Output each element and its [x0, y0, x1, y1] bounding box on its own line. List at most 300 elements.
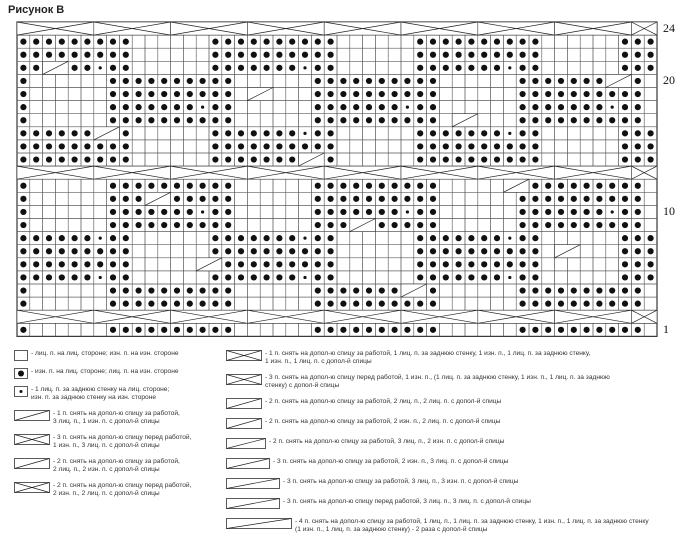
purl-dot	[276, 248, 282, 254]
purl-dot	[340, 91, 346, 97]
purl-dot	[430, 209, 436, 215]
purl-dot	[584, 91, 590, 97]
twisted-dot	[303, 276, 306, 279]
purl-dot	[430, 274, 436, 280]
purl-dot	[635, 222, 641, 228]
legend-text: - 1 п. снять на допол-ю спицу за работой, 3 лиц. п., 1 изн. п. с допол-й спицы	[53, 410, 180, 426]
purl-dot	[225, 327, 231, 333]
purl-dot	[635, 287, 641, 293]
purl-dot	[596, 222, 602, 228]
purl-dot	[251, 274, 257, 280]
purl-dot	[33, 156, 39, 162]
purl-dot	[238, 39, 244, 45]
purl-dot	[430, 104, 436, 110]
purl-dot	[353, 287, 359, 293]
purl-dot	[315, 235, 321, 241]
purl-dot	[174, 209, 180, 215]
purl-dot	[315, 65, 321, 71]
purl-dot	[481, 235, 487, 241]
purl-dot	[20, 91, 26, 97]
purl-dot	[20, 39, 26, 45]
purl-dot	[72, 235, 78, 241]
purl-dot	[225, 65, 231, 71]
purl-dot	[532, 261, 538, 267]
purl-dot	[110, 274, 116, 280]
purl-dot	[468, 156, 474, 162]
purl-dot	[584, 301, 590, 307]
purl-dot	[225, 78, 231, 84]
purl-dot	[123, 235, 129, 241]
purl-dot	[468, 248, 474, 254]
legend-text: - 3 п. снять на допол-ю спицу перед работой, 1 изн. п., (1 лиц. п. за заднюю стенку, 1 изн. п., 1 лиц. п. за заднюю стенку) с допол-й спицы	[265, 374, 610, 390]
purl-dot	[635, 78, 641, 84]
purl-dot	[59, 130, 65, 136]
purl-dot	[289, 52, 295, 58]
purl-dot	[379, 196, 385, 202]
purl-dot	[20, 301, 26, 307]
purl-dot	[494, 52, 500, 58]
twisted-dot	[99, 66, 102, 69]
purl-dot	[264, 52, 270, 58]
purl-dot	[609, 301, 615, 307]
purl-dot	[622, 65, 628, 71]
purl-dot	[532, 248, 538, 254]
purl-dot	[161, 78, 167, 84]
purl-dot	[545, 222, 551, 228]
purl-dot	[328, 91, 334, 97]
purl-dot	[558, 117, 564, 123]
purl-dot	[379, 287, 385, 293]
purl-dot	[20, 52, 26, 58]
purl-dot	[609, 222, 615, 228]
purl-dot	[622, 261, 628, 267]
purl-dot	[596, 78, 602, 84]
purl-dot	[366, 78, 372, 84]
purl-dot	[97, 248, 103, 254]
purl-dot	[84, 248, 90, 254]
purl-dot	[187, 222, 193, 228]
legend-text: - 2 п. снять на допол-ю спицу за работой, 2 изн. п., 2 лиц. п. с допол-й спицы	[265, 418, 501, 425]
twisted-dot	[201, 210, 204, 213]
purl-dot	[20, 78, 26, 84]
purl-dot	[456, 235, 462, 241]
purl-dot	[289, 39, 295, 45]
purl-dot	[481, 143, 487, 149]
purl-dot	[123, 65, 129, 71]
purl-dot	[353, 104, 359, 110]
purl-dot	[328, 143, 334, 149]
purl-dot	[379, 91, 385, 97]
purl-dot	[59, 39, 65, 45]
purl-dot	[520, 104, 526, 110]
purl-dot	[366, 183, 372, 189]
purl-dot	[251, 235, 257, 241]
purl-dot	[200, 287, 206, 293]
purl-dot	[174, 117, 180, 123]
purl-dot	[430, 287, 436, 293]
purl-dot	[187, 117, 193, 123]
purl-dot	[417, 91, 423, 97]
purl-dot	[340, 104, 346, 110]
purl-dot	[315, 91, 321, 97]
legend-symbol	[226, 418, 262, 429]
purl-dot	[379, 117, 385, 123]
purl-dot	[609, 91, 615, 97]
purl-dot	[315, 52, 321, 58]
purl-dot	[596, 327, 602, 333]
purl-dot	[417, 327, 423, 333]
purl-dot	[635, 65, 641, 71]
purl-dot	[571, 78, 577, 84]
purl-dot	[494, 156, 500, 162]
twisted-dot	[303, 237, 306, 240]
legend-item	[14, 386, 169, 403]
purl-dot	[571, 91, 577, 97]
purl-dot	[571, 183, 577, 189]
purl-dot	[187, 104, 193, 110]
purl-dot	[276, 65, 282, 71]
purl-dot	[187, 287, 193, 293]
purl-dot	[251, 143, 257, 149]
purl-dot	[148, 287, 154, 293]
purl-dot	[520, 130, 526, 136]
purl-dot	[276, 274, 282, 280]
twisted-dot	[99, 276, 102, 279]
purl-dot	[161, 287, 167, 293]
legend-item	[14, 368, 179, 379]
purl-dot	[430, 222, 436, 228]
purl-dot	[123, 143, 129, 149]
legend-item	[226, 350, 590, 367]
purl-dot	[84, 235, 90, 241]
purl-dot	[558, 222, 564, 228]
legend-item	[226, 374, 610, 391]
purl-dot	[328, 327, 334, 333]
purl-dot	[443, 65, 449, 71]
purl-dot	[635, 301, 641, 307]
purl-dot	[456, 39, 462, 45]
purl-dot	[315, 261, 321, 267]
legend-item	[226, 518, 649, 535]
purl-dot	[520, 235, 526, 241]
purl-dot	[404, 183, 410, 189]
purl-dot	[174, 183, 180, 189]
purl-dot	[59, 235, 65, 241]
purl-dot	[328, 39, 334, 45]
legend-item	[14, 458, 180, 475]
purl-dot	[187, 209, 193, 215]
purl-dot	[456, 143, 462, 149]
twisted-dot	[303, 132, 306, 135]
purl-dot	[20, 143, 26, 149]
legend-item	[226, 478, 518, 489]
purl-dot	[545, 91, 551, 97]
purl-dot	[417, 274, 423, 280]
legend-item	[226, 438, 504, 449]
purl-dot	[481, 248, 487, 254]
purl-dot	[584, 78, 590, 84]
purl-dot	[443, 235, 449, 241]
purl-dot	[187, 78, 193, 84]
purl-dot	[558, 209, 564, 215]
purl-dot	[430, 261, 436, 267]
purl-dot	[430, 117, 436, 123]
purl-dot	[584, 222, 590, 228]
purl-dot	[648, 143, 654, 149]
purl-dot	[507, 248, 513, 254]
purl-dot	[225, 183, 231, 189]
purl-dot	[123, 52, 129, 58]
purl-dot	[97, 156, 103, 162]
purl-dot	[72, 261, 78, 267]
purl-dot	[84, 52, 90, 58]
purl-dot	[20, 248, 26, 254]
purl-dot	[520, 248, 526, 254]
purl-dot	[392, 104, 398, 110]
legend-symbol	[226, 498, 280, 509]
legend-text: - 3 п. снять на допол-ю спицу перед работой, 3 лиц. п., 3 лиц. п. с допол-й спицы	[283, 498, 531, 505]
purl-dot	[161, 209, 167, 215]
purl-dot	[225, 222, 231, 228]
purl-dot	[443, 52, 449, 58]
purl-dot	[520, 91, 526, 97]
purl-dot	[392, 78, 398, 84]
purl-dot	[200, 327, 206, 333]
purl-dot	[289, 261, 295, 267]
purl-dot	[200, 78, 206, 84]
purl-dot	[20, 209, 26, 215]
purl-dot	[161, 117, 167, 123]
purl-dot	[622, 196, 628, 202]
purl-dot	[251, 248, 257, 254]
purl-dot	[417, 39, 423, 45]
purl-dot	[212, 222, 218, 228]
purl-dot	[571, 104, 577, 110]
purl-dot	[596, 209, 602, 215]
purl-dot	[379, 327, 385, 333]
purl-dot	[635, 143, 641, 149]
purl-dot	[123, 130, 129, 136]
purl-dot	[302, 39, 308, 45]
purl-dot	[340, 301, 346, 307]
purl-dot	[123, 209, 129, 215]
purl-dot	[417, 117, 423, 123]
purl-dot	[404, 196, 410, 202]
purl-dot	[84, 261, 90, 267]
purl-dot	[430, 156, 436, 162]
purl-dot	[635, 156, 641, 162]
purl-dot	[264, 130, 270, 136]
purl-dot	[558, 78, 564, 84]
purl-dot	[392, 196, 398, 202]
purl-dot	[481, 130, 487, 136]
legend-symbol	[14, 434, 50, 445]
purl-dot	[596, 117, 602, 123]
purl-dot	[289, 248, 295, 254]
legend-item	[14, 434, 191, 451]
purl-dot	[622, 222, 628, 228]
purl-dot	[315, 274, 321, 280]
purl-dot	[148, 327, 154, 333]
purl-dot	[571, 222, 577, 228]
purl-dot	[264, 39, 270, 45]
purl-dot	[532, 327, 538, 333]
purl-dot	[635, 196, 641, 202]
purl-dot	[212, 301, 218, 307]
purl-dot	[123, 261, 129, 267]
purl-dot	[609, 117, 615, 123]
purl-dot	[225, 209, 231, 215]
purl-dot	[366, 104, 372, 110]
purl-dot	[520, 209, 526, 215]
purl-dot	[353, 327, 359, 333]
purl-dot	[379, 209, 385, 215]
purl-dot	[456, 65, 462, 71]
purl-dot	[123, 301, 129, 307]
purl-dot	[456, 248, 462, 254]
legend-text: - 2 п. снять на допол-ю спицу за работой, 2 лиц. п., 2 изн. п. с допол-й спицы	[53, 458, 180, 474]
legend-text: - 2 п. снять на допол-ю спицу за работой, 3 лиц. п., 2 изн. п. с допол-й спицы	[269, 438, 505, 445]
legend-symbol	[14, 386, 28, 397]
purl-dot	[33, 235, 39, 241]
purl-dot	[532, 130, 538, 136]
purl-dot	[264, 65, 270, 71]
purl-dot	[520, 274, 526, 280]
purl-dot	[33, 261, 39, 267]
purl-dot	[276, 261, 282, 267]
purl-dot	[417, 143, 423, 149]
purl-dot	[238, 235, 244, 241]
purl-dot	[494, 143, 500, 149]
purl-dot	[571, 287, 577, 293]
legend-symbol	[226, 438, 266, 449]
legend-symbol	[226, 374, 262, 385]
purl-dot	[97, 39, 103, 45]
purl-dot	[136, 91, 142, 97]
twisted-dot	[611, 210, 614, 213]
purl-dot	[72, 143, 78, 149]
purl-dot	[584, 117, 590, 123]
purl-dot	[340, 78, 346, 84]
purl-dot	[148, 117, 154, 123]
purl-dot	[392, 327, 398, 333]
legend-item	[14, 350, 179, 361]
purl-dot	[72, 274, 78, 280]
purl-dot	[635, 235, 641, 241]
purl-dot	[622, 39, 628, 45]
purl-dot	[289, 65, 295, 71]
purl-dot	[635, 130, 641, 136]
purl-dot	[97, 261, 103, 267]
purl-dot	[110, 39, 116, 45]
purl-dot	[212, 39, 218, 45]
purl-dot	[648, 274, 654, 280]
twisted-dot	[406, 106, 409, 109]
purl-dot	[532, 209, 538, 215]
purl-dot	[20, 156, 26, 162]
purl-dot	[174, 78, 180, 84]
purl-dot	[212, 143, 218, 149]
purl-dot	[532, 91, 538, 97]
purl-dot	[622, 156, 628, 162]
twisted-dot	[508, 66, 511, 69]
purl-dot	[545, 183, 551, 189]
purl-dot	[315, 117, 321, 123]
purl-dot	[507, 39, 513, 45]
purl-dot	[353, 117, 359, 123]
purl-dot	[315, 209, 321, 215]
purl-dot	[417, 301, 423, 307]
purl-dot	[212, 196, 218, 202]
purl-dot	[622, 183, 628, 189]
purl-dot	[59, 143, 65, 149]
purl-dot	[123, 183, 129, 189]
purl-dot	[609, 287, 615, 293]
purl-dot	[315, 104, 321, 110]
purl-dot	[225, 248, 231, 254]
legend-symbol	[14, 458, 50, 469]
purl-dot	[648, 130, 654, 136]
purl-dot	[187, 91, 193, 97]
purl-dot	[251, 39, 257, 45]
purl-dot	[481, 156, 487, 162]
purl-dot	[558, 91, 564, 97]
purl-dot	[430, 52, 436, 58]
purl-dot	[84, 143, 90, 149]
legend-symbol	[14, 350, 28, 361]
purl-dot	[225, 130, 231, 136]
purl-dot	[596, 104, 602, 110]
purl-dot	[174, 91, 180, 97]
purl-dot	[123, 222, 129, 228]
purl-dot	[392, 287, 398, 293]
purl-dot	[584, 104, 590, 110]
legend-symbol	[226, 518, 292, 529]
purl-dot	[225, 39, 231, 45]
purl-dot	[276, 52, 282, 58]
purl-dot	[264, 274, 270, 280]
purl-dot	[532, 104, 538, 110]
legend-text: - 4 п. снять на допол-ю спицу за работой, 1 лиц. п., 1 лиц. п. за заднюю стенку, 1 изн. п., 1 лиц. п. за заднюю стенку (1 изн. п., 1 лиц. п. за заднюю стенку) - 2 раза с допол-й спицы	[295, 518, 649, 534]
purl-dot	[340, 327, 346, 333]
purl-dot	[276, 130, 282, 136]
purl-dot	[532, 274, 538, 280]
purl-dot	[225, 235, 231, 241]
purl-dot	[404, 91, 410, 97]
purl-dot	[635, 261, 641, 267]
purl-dot	[123, 274, 129, 280]
purl-dot	[520, 222, 526, 228]
purl-dot	[225, 301, 231, 307]
purl-dot	[110, 196, 116, 202]
purl-dot	[609, 196, 615, 202]
row-label: 20	[663, 73, 675, 88]
legend-text: - 3 п. снять на допол-ю спицу за работой, 3 лиц. п., 3 изн. п. с допол-й спицы	[283, 478, 519, 485]
purl-dot	[315, 287, 321, 293]
purl-dot	[46, 274, 52, 280]
purl-dot	[84, 274, 90, 280]
purl-dot	[110, 117, 116, 123]
purl-dot	[110, 78, 116, 84]
purl-dot	[520, 78, 526, 84]
purl-dot	[430, 196, 436, 202]
purl-dot	[571, 196, 577, 202]
purl-dot	[494, 39, 500, 45]
purl-dot	[123, 156, 129, 162]
purl-dot	[558, 196, 564, 202]
purl-dot	[328, 222, 334, 228]
legend-item	[226, 418, 500, 429]
